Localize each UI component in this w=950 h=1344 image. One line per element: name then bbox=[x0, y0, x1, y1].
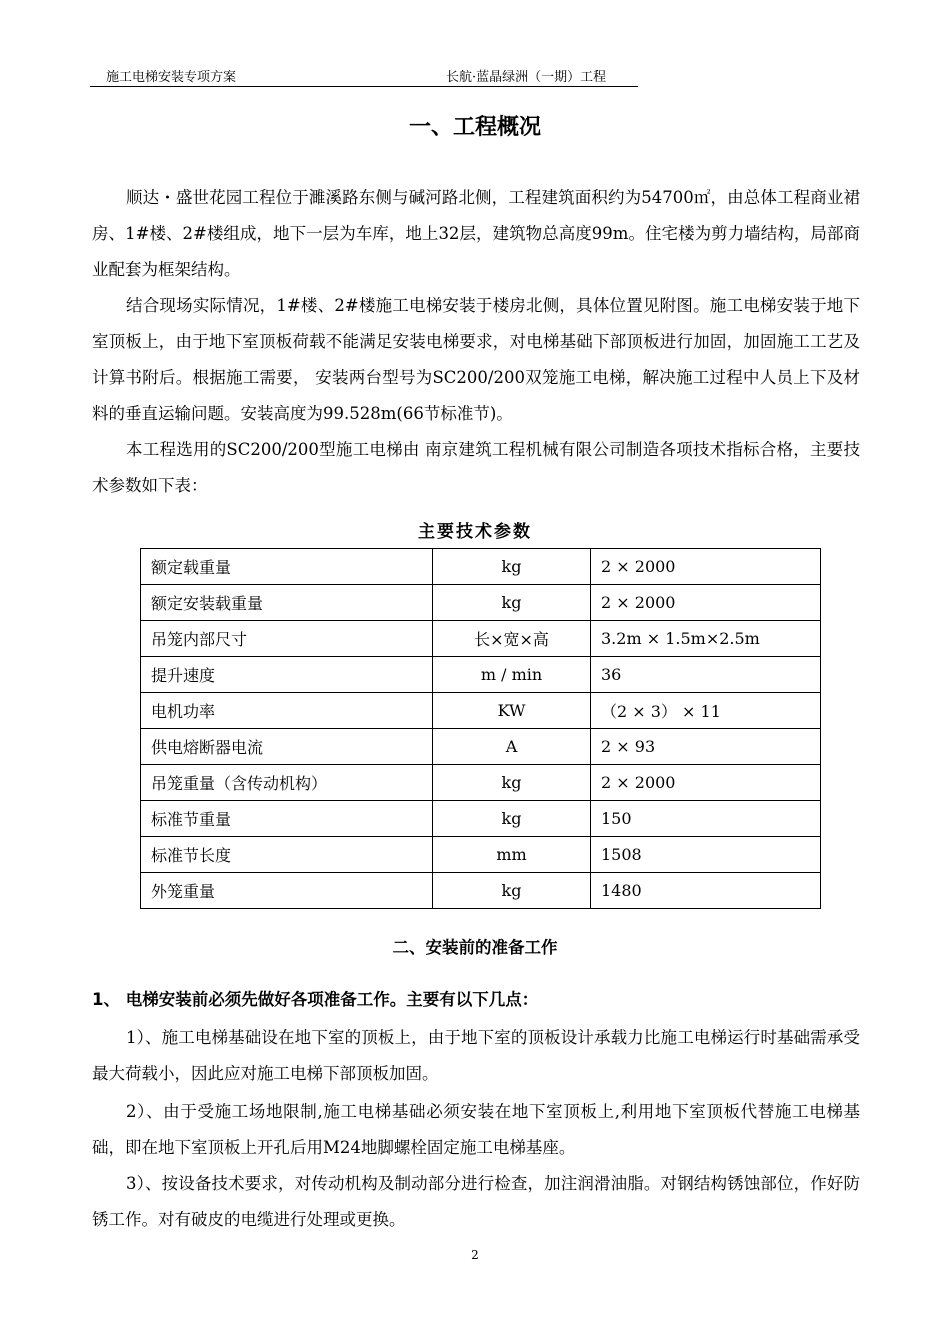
table-row bbox=[141, 657, 821, 693]
list-item: 2）、由于受施工场地限制,施工电梯基础必须安装在地下室顶板上,利用地下室顶板代替施工电梯基础，即在地下室顶板上开孔后用M24地脚螺栓固定施工电梯基座。 bbox=[92, 1102, 860, 1157]
table-title: 主要技术参数 bbox=[418, 522, 532, 542]
param-value: 150 bbox=[591, 801, 821, 837]
table-row bbox=[141, 837, 821, 873]
table-row bbox=[141, 585, 821, 621]
param-value: 1508 bbox=[591, 837, 821, 873]
section-2-title: 二、安装前的准备工作 bbox=[392, 938, 558, 957]
param-unit: A bbox=[433, 729, 591, 765]
table-row bbox=[141, 801, 821, 837]
param-name: 外笼重量 bbox=[141, 873, 433, 909]
page-number: 2 bbox=[471, 1248, 479, 1262]
table-row bbox=[141, 765, 821, 801]
table-row bbox=[141, 621, 821, 657]
table-row bbox=[141, 549, 821, 585]
param-name: 吊笼内部尺寸 bbox=[141, 621, 433, 657]
param-value: 2 × 93 bbox=[591, 729, 821, 765]
section-title: 一、工程概况 bbox=[408, 115, 541, 140]
param-name: 额定安装载重量 bbox=[141, 585, 433, 621]
param-unit: KW bbox=[433, 693, 591, 729]
paragraph: 结合现场实际情况，1#楼、2#楼施工电梯安装于楼房北侧，具体位置见附图。施工电梯安装于地下室顶板上，由于地下室顶板荷载不能满足安装电梯要求，对电梯基础下部顶板进行加固，加固施工工艺及计算书附后。根据施工需要， 安装两台型号为SC200/200双笼施工电梯，解决施工过程中人员上下及材料的垂直运输问题。安装高度为99.528m(66节标准节)。 bbox=[92, 296, 860, 423]
param-unit: m / min bbox=[433, 657, 591, 693]
param-name: 标准节重量 bbox=[141, 801, 433, 837]
param-value: 2 × 2000 bbox=[591, 585, 821, 621]
param-value: 2 × 2000 bbox=[591, 549, 821, 585]
param-value: 1480 bbox=[591, 873, 821, 909]
param-name: 提升速度 bbox=[141, 657, 433, 693]
paragraph: 顺达・盛世花园工程位于濉溪路东侧与碱河路北侧，工程建筑面积约为54700㎡，由总体工程商业裙房、1#楼、2#楼组成，地下一层为车库，地上32层，建筑物总高度99m。住宅楼为剪力墙结构，局部商业配套为框架结构。 bbox=[92, 188, 860, 279]
param-unit: kg bbox=[433, 765, 591, 801]
header-left: 施工电梯安装专项方案 bbox=[106, 70, 237, 85]
param-unit: 长×宽×高 bbox=[433, 621, 591, 657]
param-unit: kg bbox=[433, 549, 591, 585]
param-name: 供电熔断器电流 bbox=[141, 729, 433, 765]
table-row bbox=[141, 693, 821, 729]
param-name: 额定载重量 bbox=[141, 549, 433, 585]
list-item: 3）、按设备技术要求，对传动机构及制动部分进行检查，加注润滑油脂。对钢结构锈蚀部位，作好防锈工作。对有破皮的电缆进行处理或更换。 bbox=[92, 1174, 860, 1229]
param-name: 电机功率 bbox=[141, 693, 433, 729]
param-value: （2 × 3） × 11 bbox=[591, 693, 821, 729]
param-unit: kg bbox=[433, 873, 591, 909]
param-name: 标准节长度 bbox=[141, 837, 433, 873]
param-unit: mm bbox=[433, 837, 591, 873]
param-name: 吊笼重量（含传动机构） bbox=[141, 765, 433, 801]
param-unit: kg bbox=[433, 585, 591, 621]
table-row bbox=[141, 729, 821, 765]
page-header bbox=[90, 64, 638, 87]
paragraph: 本工程选用的SC200/200型施工电梯由 南京建筑工程机械有限公司制造各项技术指标合格，主要技术参数如下表： bbox=[92, 440, 860, 495]
param-unit: kg bbox=[433, 801, 591, 837]
param-value: 36 bbox=[591, 657, 821, 693]
list-heading: 1、 电梯安装前必须先做好各项准备工作。主要有以下几点： bbox=[92, 990, 539, 1009]
param-value: 2 × 2000 bbox=[591, 765, 821, 801]
param-value: 3.2m × 1.5m×2.5m bbox=[591, 621, 821, 657]
header-right: 长航·蓝晶绿洲（一期）工程 bbox=[446, 70, 607, 85]
table-row bbox=[141, 873, 821, 909]
parameters-table bbox=[140, 548, 821, 909]
list-item: 1）、施工电梯基础设在地下室的顶板上，由于地下室的顶板设计承载力比施工电梯运行时基础需承受最大荷载小，因此应对施工电梯下部顶板加固。 bbox=[92, 1028, 860, 1083]
